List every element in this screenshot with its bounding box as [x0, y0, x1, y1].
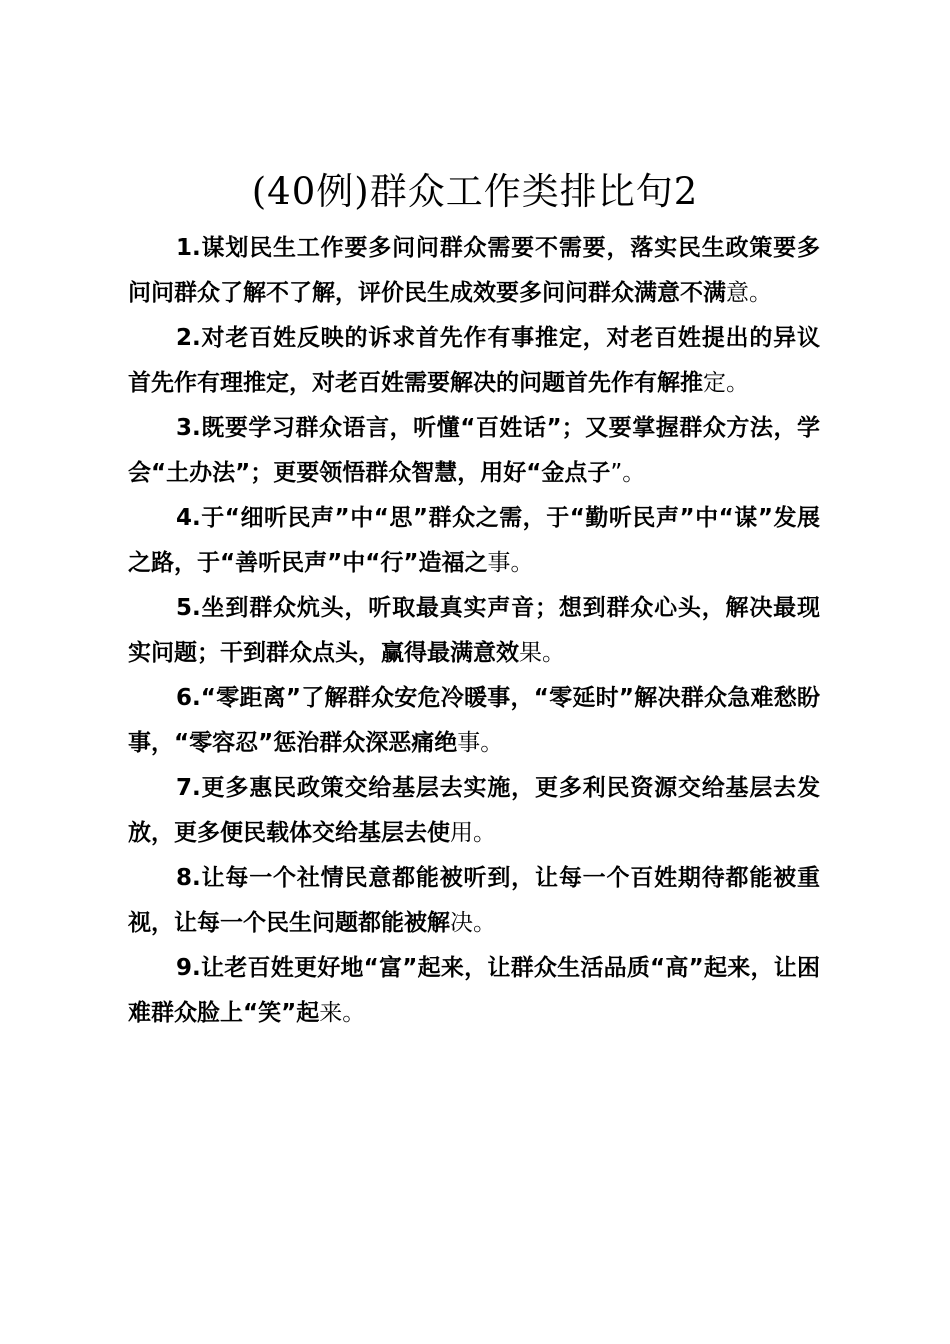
paragraph-3-text: 3.既要学习群众语言，听懂“百姓话”；又要掌握群众方法，学会“土办法”；更要领悟群众智慧，用好“金点子 — [128, 415, 820, 486]
paragraph-2 — [128, 316, 820, 406]
paragraph-4-tail: 事。 — [487, 550, 534, 576]
paragraph-9-text: 9.让老百姓更好地“富”起来，让群众生活品质“高”起来，让困难群众脸上“笑”起 — [128, 955, 820, 1026]
paragraph-8-tail: 决。 — [450, 910, 496, 936]
paragraph-1-tail: 意。 — [726, 280, 772, 306]
paragraph-4-text: 4.于“细听民声”中“思”群众之需，于“勤听民声”中“谋”发展之路，于“善听民声”中“行”造福之 — [128, 505, 820, 576]
paragraph-9-tail: 来。 — [319, 1000, 366, 1026]
paragraph-7 — [128, 766, 820, 856]
paragraph-3-tail: ”。 — [610, 460, 646, 486]
paragraph-6-text: 6.“零距离”了解群众安危冷暖事，“零延时”解决群众急难愁盼事，“零容忍”惩治群众深恶痛绝 — [128, 685, 820, 756]
paragraph-3 — [128, 406, 820, 496]
paragraph-5-tail: 果。 — [519, 640, 565, 666]
paragraph-7-tail: 用。 — [450, 820, 496, 846]
paragraph-2-tail: 定。 — [703, 370, 749, 396]
document-title: (40例)群众工作类排比句2 — [251, 170, 699, 213]
paragraph-9 — [128, 946, 820, 1036]
paragraph-8 — [128, 856, 820, 946]
paragraph-4 — [128, 496, 820, 586]
paragraph-7-text: 7.更多惠民政策交给基层去实施，更多利民资源交给基层去发放，更多便民载体交给基层去使 — [128, 775, 820, 846]
paragraph-5 — [128, 586, 820, 676]
paragraph-5-text: 5.坐到群众炕头，听取最真实声音；想到群众心头，解决最现实问题；干到群众点头，赢得最满意效 — [128, 595, 820, 666]
paragraph-8-text: 8.让每一个社情民意都能被听到，让每一个百姓期待都能被重视，让每一个民生问题都能被解 — [128, 865, 820, 936]
paragraph-6 — [128, 676, 820, 766]
paragraph-1 — [128, 226, 820, 316]
paragraph-1-text: 1.谋划民生工作要多问问群众需要不需要，落实民生政策要多问问群众了解不了解，评价民生成效要多问问群众满意不满 — [128, 235, 820, 306]
paragraph-2-text: 2.对老百姓反映的诉求首先作有事推定，对老百姓提出的异议首先作有理推定，对老百姓需要解决的问题首先作有解推 — [128, 325, 820, 396]
document-body — [128, 226, 820, 1036]
paragraph-6-tail: 事。 — [457, 730, 504, 756]
